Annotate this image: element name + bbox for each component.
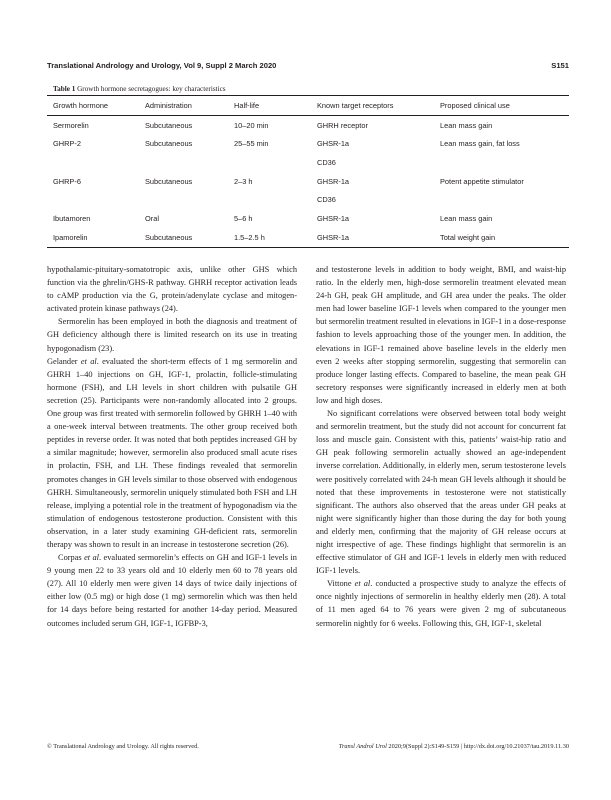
table-cell: Potent appetite stimulator: [440, 176, 524, 186]
body-paragraph: No significant correlations were observed between total body weight and sermorelin treatment, but the study did not account for concurrent fat loss and muscle gain. Consistent with this, patients’ waist-hip ratio and GH peak following sermorelin actually showed an age-independent inverse correlation. Additionally, in elderly men, serum testosterone levels were positively correlated with 24-h mean GH levels although it should be noted that these improvements in testosterone were not statistically significant. The authors also observed that the areas under GH peaks at night were significantly higher than those during the day for both young and elderly men, confirming that the majority of GH release occurs at night irrespective of age. These findings highlight that sermorelin is an effective stimulator of GH and IGF-1 levels in elderly men with reduced IGF-1 levels.: [316, 409, 566, 576]
body-paragraph: and testosterone levels in addition to body weight, BMI, and waist-hip ratio. In the elderly men, high-dose sermorelin treatment elevated mean 24-h GH, peak GH amplitude, and GH area under the peaks. The older men had lower baseline IGF-1 levels when compared to the younger men but sermorelin treatment resulted in elevations in IGF-1 in a dose-response fashion to levels approaching those of the younger men. In addition, the elevations in IGF-1 remained above baseline levels in the elderly men even 2 weeks after stopping sermorelin, suggesting that sermorelin can produce longer lasting effects. Compared to baseline, the mean peak GH secretory responses were significantly increased in elderly men at both low and high doses.: [316, 265, 566, 405]
table-header-row: [47, 96, 569, 115]
table-cell: 2–3 h: [234, 176, 253, 186]
table-header-cell: Proposed clinical use: [440, 101, 510, 110]
table-cell: 25–55 min: [234, 139, 269, 149]
table-cell: Subcutaneous: [145, 232, 193, 242]
table-header-cell: Administration: [145, 101, 192, 110]
page-footer: [47, 743, 569, 753]
body-paragraph: [47, 355, 297, 551]
citation-details: 2020;9(Suppl 2):S149-S159 | http://dx.doi.org/10.21037/tau.2019.11.30: [386, 743, 569, 750]
table-cell: GHSR-1a: [317, 232, 350, 242]
author-name: Corpas: [58, 553, 85, 563]
table-cell: Ipamorelin: [53, 232, 88, 242]
table-cell: Ibutamoren: [53, 214, 91, 224]
paragraph-text: . evaluated sermorelin’s effects on GH and IGF-1 levels in 9 young men 22 to 33 years old and 10 elderly men 60 to 78 years old (27). All 10 elderly men were given 14 days of twice daily injections of either low (0.5 mg) or high dose (1 mg) sermorelin which was then held for 14 days before being restarted for another 14-day period. Measured outcomes included serum GH, IGF-1, IGFBP-3,: [47, 553, 297, 628]
et-al: et al: [80, 356, 97, 366]
table-cell: 5–6 h: [234, 214, 253, 224]
table-cell: 10–20 min: [234, 120, 269, 130]
paragraph-text: . evaluated the short-term effects of 1 mg sermorelin and GHRH 1–40 injections on GH, IGF-1, prolactin, follicle-stimulating hormone (FSH), and LH levels in short children with pulsatile GH secretion (25). Participants were non-randomly allocated into 2 groups. One group was first treated with sermorelin followed by GHRH 1–40 with a one-week interval between treatments. The other group received both peptides in reverse order. It was noted that both peptides increased GH by a similar magnitude; however, sermorelin also produced small acute rises in prolactin, FSH, and LH. These findings revealed that sermorelin promotes changes in GH levels similar to those observed with endogenous GHRH. Simultaneously, sermorelin uniquely stimulated both FSH and LH release, implying a potential role in the treatment of hypogonadism via the stimulation of endogenous testosterone production. Consistent with this observation, in a later study examining GH-deficient rats, sermorelin therapy was shown to result in an increase in testosterone secretion (26).: [47, 356, 297, 549]
table-row: [47, 228, 569, 247]
body-paragraph: hypothalamic-pituitary-somatotropic axis, unlike other GHS which function via the ghrelin/GHS-R pathway. GHRH receptor activation leads to cAMP production via the G, protein/adenylate cyclase and mitogen-activated protein kinase pathways (24).: [47, 265, 297, 314]
table-cell: Sermorelin: [53, 120, 89, 130]
table-cell: CD36: [317, 195, 336, 205]
table-cell: Lean mass gain: [440, 214, 493, 224]
table-cell: GHSR-1a: [317, 139, 350, 149]
body-paragraph: [316, 577, 566, 629]
table-cell: GHSR-1a: [317, 214, 350, 224]
left-text-column: [47, 263, 297, 630]
right-text-column: [316, 263, 566, 630]
table-cell: Total weight gain: [440, 232, 496, 242]
author-name: Vittone: [327, 579, 355, 589]
characteristics-table: [47, 95, 569, 248]
table-caption: [53, 85, 226, 93]
table-caption-text: Growth hormone secretagogues: key characteristics: [77, 85, 226, 93]
table-row: [47, 209, 569, 228]
author-name: Gelander: [47, 356, 81, 366]
et-al: et al: [354, 579, 371, 589]
table-label: Table 1: [53, 85, 76, 93]
citation: [339, 743, 569, 750]
table-header-cell: Growth hormone: [53, 101, 109, 110]
paragraph-text: . conducted a prospective study to analyze the effects of once nightly injections of sermorelin in healthy elderly men (28). A total of 11 men aged 64 to 76 years were given 2 mg of subcutaneous sermorelin nightly for 6 weeks. Following this, GH, IGF-1, skeletal: [316, 579, 566, 628]
table-cell: GHRP-6: [53, 176, 81, 186]
journal-title: Translational Andrology and Urology, Vol 9, Suppl 2 March 2020: [47, 61, 277, 70]
body-paragraph: Sermorelin has been employed in both the diagnosis and treatment of GH deficiency although there is limited research on its use in treating hypogonadism (23).: [47, 317, 297, 353]
table-cell: Lean mass gain, fat loss: [440, 139, 520, 149]
table-cell: GHRH receptor: [317, 120, 368, 130]
citation-journal: Transl Androl Urol: [338, 743, 387, 750]
et-al: et al: [84, 553, 99, 563]
running-header: [47, 61, 569, 73]
copyright-notice: © Translational Andrology and Urology. All rights reserved.: [47, 743, 199, 750]
table-cell: 1.5–2.5 h: [234, 232, 265, 242]
page-number: S151: [551, 61, 569, 70]
table-header-cell: Half-life: [234, 101, 260, 110]
table-cell: Subcutaneous: [145, 120, 193, 130]
table-cell: Subcutaneous: [145, 176, 193, 186]
table-cell: GHRP-2: [53, 139, 81, 149]
table-bottom-rule: [47, 247, 569, 248]
table-cell: Lean mass gain: [440, 120, 493, 130]
table-cell: GHSR-1a: [317, 176, 350, 186]
table-row: [47, 190, 569, 209]
body-paragraph: [47, 551, 297, 630]
table-header-cell: Known target receptors: [317, 101, 394, 110]
table-row: [47, 172, 569, 191]
table-cell: Subcutaneous: [145, 139, 193, 149]
table-row: [47, 153, 569, 172]
table-cell: Oral: [145, 214, 159, 224]
table-row: [47, 116, 569, 135]
table-row: [47, 134, 569, 153]
table-cell: CD36: [317, 158, 336, 168]
